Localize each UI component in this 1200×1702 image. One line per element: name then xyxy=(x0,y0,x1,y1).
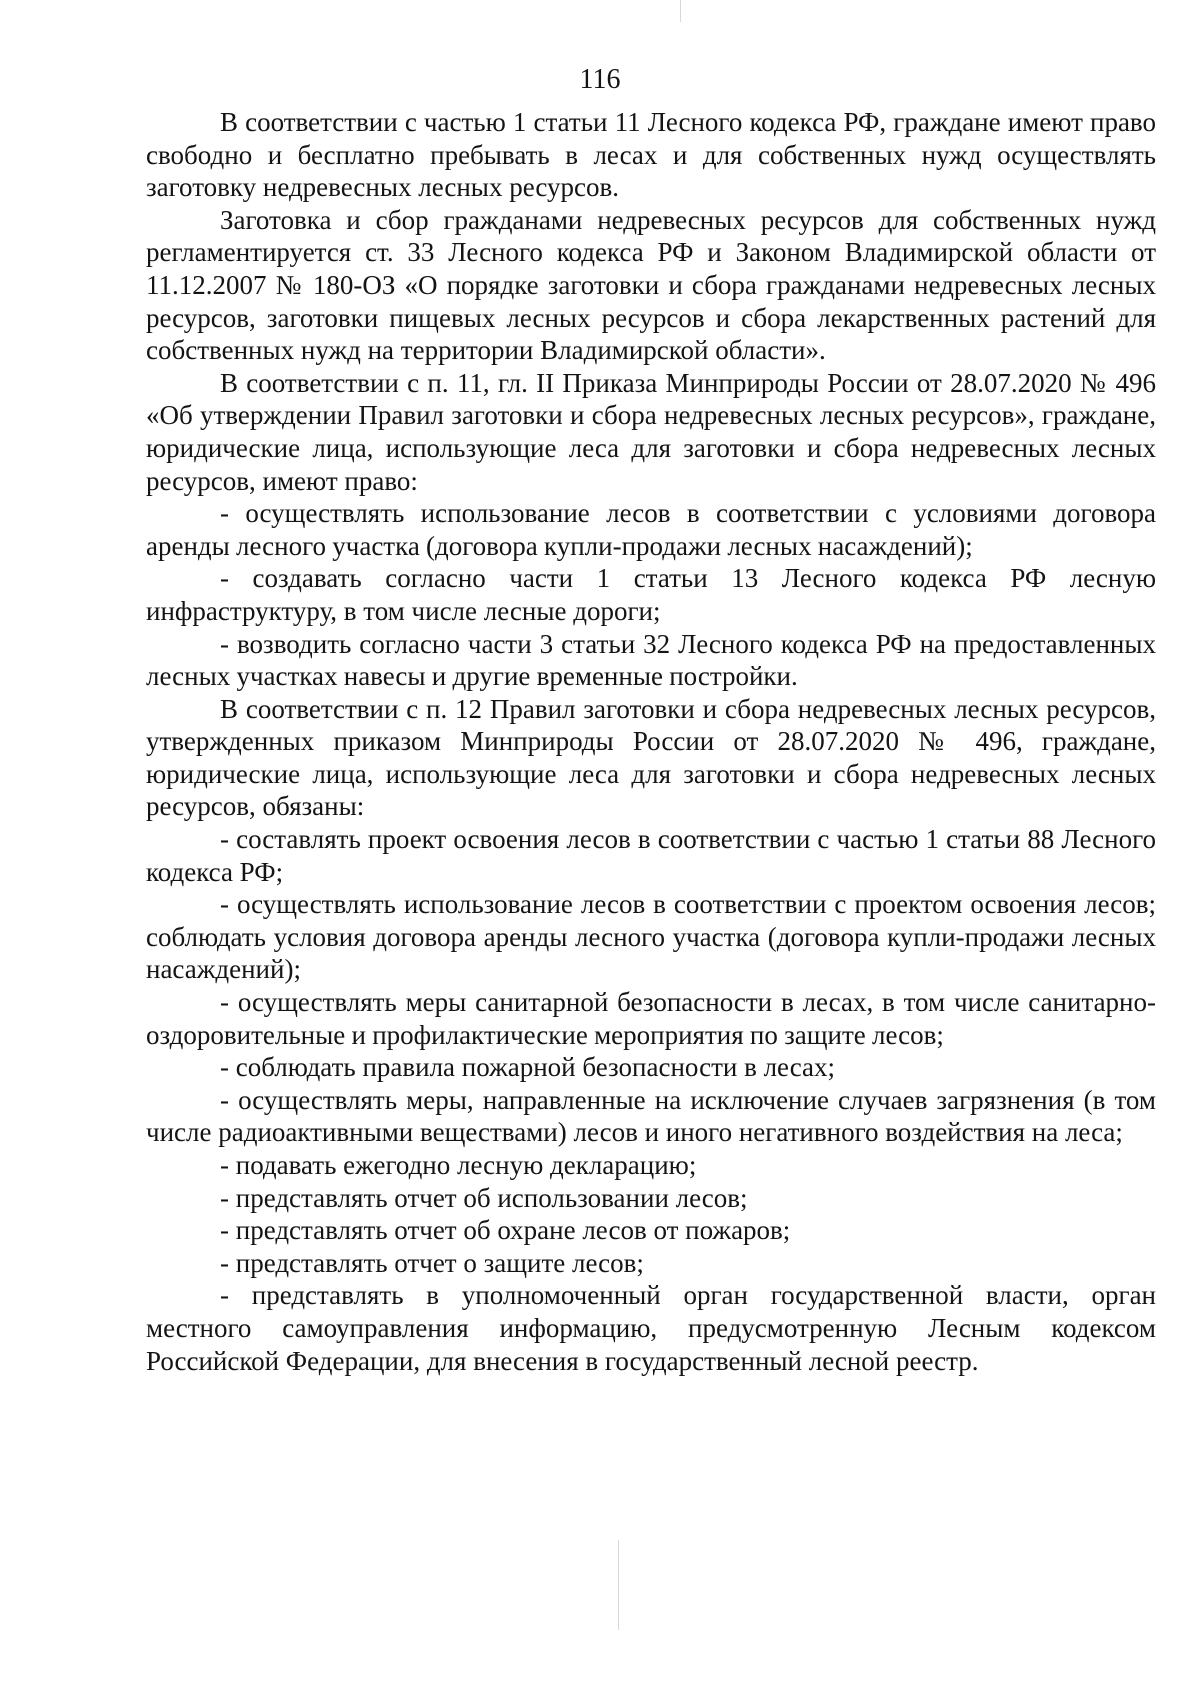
list-item-obligation: - представлять отчет об охране лесов от пожаров; xyxy=(220,1215,791,1246)
paragraph-collection-regulation: Заготовка и сбор гражданами недревесных ресурсов для собственных нужд регламентируется ст. 33 Лесного кодекса РФ и Законом Владимирской области от 11.12.2007 № 180-ОЗ «О порядке заготовки и сбора гражданами недревесных лесных ресурсов, заготовки пищевых лесных ресурсов и сбора лекарственных растений для собственных нужд на территории Владимирской области». xyxy=(146,204,1156,366)
list-item-obligation: - представлять в уполномоченный орган государственной власти, орган местного самоуправления информацию, предусмотренную Лесным кодексом Российской Федерации, для внесения в государственный лесной реестр. xyxy=(146,1280,1156,1376)
list-item-right: - создавать согласно части 1 статьи 13 Лесного кодекса РФ лесную инфраструктуру, в том числе лесные дороги; xyxy=(146,563,1156,626)
list-item-obligation: - осуществлять использование лесов в соответствии с проектом освоения лесов; соблюдать условия договора аренды лесного участка (договора купли-продажи лесных насаждений); xyxy=(146,889,1156,985)
list-item-right: - возводить согласно части 3 статьи 32 Лесного кодекса РФ на предоставленных лесных участках навесы и другие временные постройки. xyxy=(146,628,1156,692)
scan-line-bottom xyxy=(618,1540,619,1630)
list-item-obligation: - составлять проект освоения лесов в соответствии с частью 1 статьи 88 Лесного кодекса РФ; xyxy=(146,824,1156,887)
list-item-obligation: - подавать ежегодно лесную декларацию; xyxy=(220,1150,697,1180)
list-item-obligation: - представлять отчет о защите лесов; xyxy=(220,1247,644,1278)
list-item-obligation: - осуществлять меры, направленные на исключение случаев загрязнения (в том числе радиоактивными веществами) лесов и иного негативного воздействия на леса; xyxy=(146,1084,1156,1148)
list-item-right: - осуществлять использование лесов в соответствии с условиями договора аренды лесного участка (договора купли-продажи лесных насаждений); xyxy=(146,498,1156,561)
paragraph-obligations-intro: В соответствии с п. 12 Правил заготовки и сбора недревесных лесных ресурсов, утвержденных приказом Минприроды России от 28.07.2020 № 496, граждане, юридические лица, использующие леса для заготовки и сбора недревесных лесных ресурсов, обязаны: xyxy=(146,693,1156,822)
scan-line-top xyxy=(680,0,681,22)
document-body xyxy=(146,106,1156,1377)
list-item-obligation: - осуществлять меры санитарной безопасности в лесах, в том числе санитарно-оздоровительные и профилактические мероприятия по защите лесов; xyxy=(146,987,1156,1050)
paragraph-forest-code-rights: В соответствии с частью 1 статьи 11 Лесного кодекса РФ, граждане имеют право свободно и бесплатно пребывать в лесах и для собственных нужд осуществлять заготовку недревесных лесных ресурсов. xyxy=(146,107,1156,203)
list-item-obligation: - представлять отчет об использовании лесов; xyxy=(220,1182,748,1213)
page-number: 116 xyxy=(579,64,621,95)
list-item-obligation: - соблюдать правила пожарной безопасности в лесах; xyxy=(220,1052,836,1083)
paragraph-rights-intro: В соответствии с п. 11, гл. II Приказа Минприроды России от 28.07.2020 № 496 «Об утверждении Правил заготовки и сбора недревесных лесных ресурсов», граждане, юридические лица, использующие леса для заготовки и сбора недревесных лесных ресурсов, имеют право: xyxy=(146,367,1156,496)
